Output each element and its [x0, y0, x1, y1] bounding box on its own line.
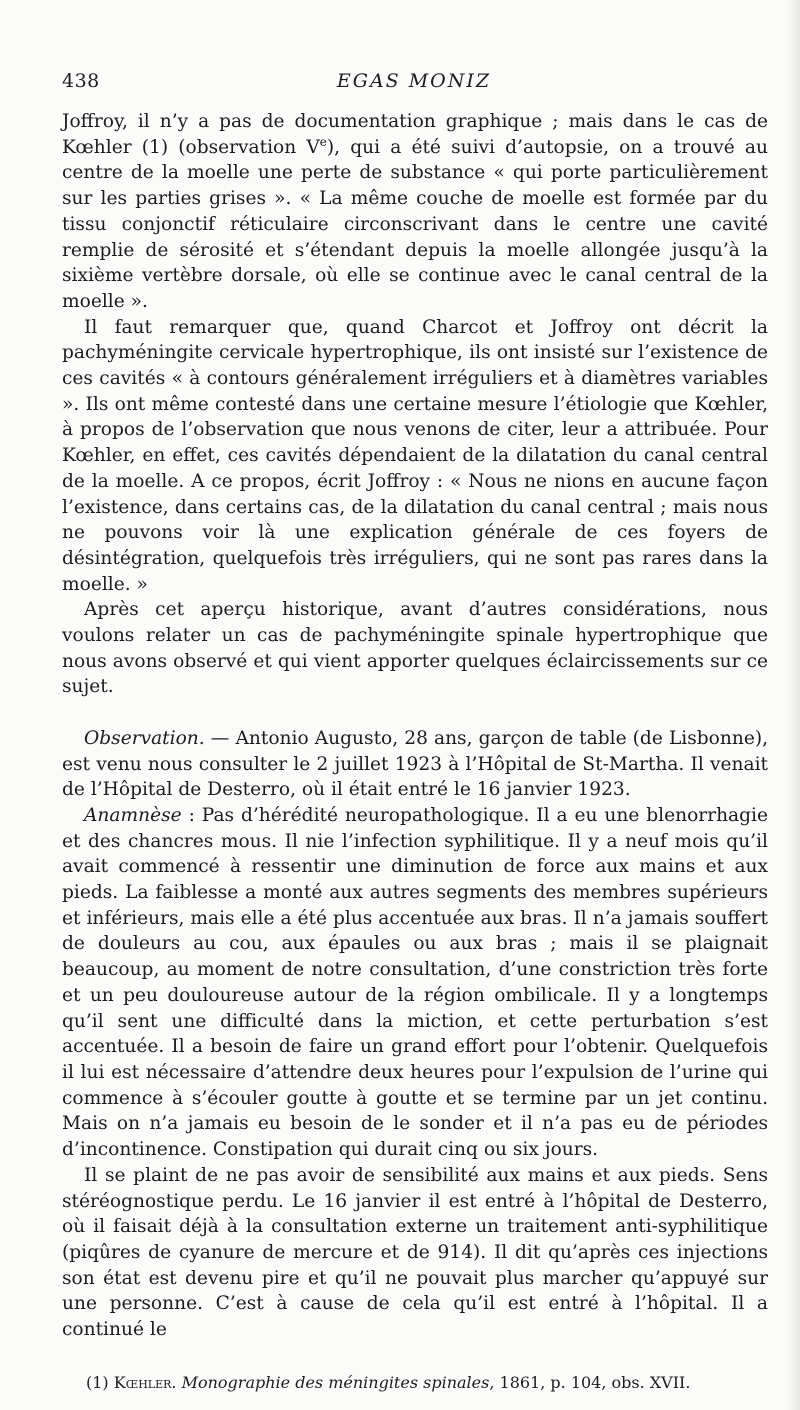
- observation-paragraph: [62, 726, 768, 803]
- anamnesis-heading: Anamnèse: [84, 804, 182, 826]
- page-number: 438: [62, 70, 100, 92]
- footnote-title: Monographie des méningites spinales: [181, 1373, 490, 1392]
- footnote-author: Kœhler: [113, 1373, 172, 1392]
- superscript: e: [319, 134, 327, 149]
- paragraph-text: — Antonio Augusto, 28 ans, garçon de table (de Lisbonne), est venu nous consulter le 2 juillet 1923 à l’Hôpital de St-Martha. Il venait de l’Hôpital de Desterro, où il était entré le 16 janvier 1923.: [62, 727, 768, 801]
- paragraph: Il se plaint de ne pas avoir de sensibilité aux mains et aux pieds. Sens stéréognostique perdu. Le 16 janvier il est entré à l’hôpital de Desterro, où il faisait déjà à la consultation externe un traitement anti-syphilitique (piqûres de cyanure de mercure et de 914). Il dit qu’après ces injections son état est devenu pire et qu’il ne pouvait plus marcher qu’appuyé sur une personne. C’est à cause de cela qu’il est entré à l’hôpital. Il a continué le: [62, 1164, 768, 1341]
- paragraph-text: : Pas d’hérédité neuropathologique. Il a eu une blenorrhagie et des chancres mous. Il nie l’infection syphilitique. Il y a neuf mois qu’il avait commencé à ressentir une diminution de force aux mains et aux pieds. La faiblesse a monté aux autres segments des membres supérieurs et inférieurs, mais elle a été plus accentuée aux bras. Il n’a jamais souffert de douleurs au cou, aux épaules ou aux bras ; mais il se plaignait beaucoup, au moment de notre consultation, d’une constriction très forte et un peu douloureuse autour de la région ombilicale. Il y a longtemps qu’il sent une difficulté dans la miction, et cette perturbation s’est accentuée. Il a besoin de faire un grand effort pour l’obtenir. Quelquefois il lui est nécessaire d’attendre deux heures pour l’expulsion de l’urine qui commence à s’écouler goutte à goutte et se termine par un jet continu. Mais on n’a jamais eu besoin de le sonder et il n’a pas eu de périodes d’incontinence. Constipation qui durait cinq ou six jours.: [62, 804, 768, 1161]
- page-edge-shadow: [786, 0, 800, 1410]
- body-text: [62, 109, 768, 1343]
- running-head-title: EGAS MONIZ: [336, 70, 492, 92]
- observation-heading: Observation.: [84, 727, 205, 749]
- footnote-citation: , 1861, p. 104, obs. XVII.: [489, 1373, 691, 1392]
- running-header: [62, 70, 766, 96]
- footnote-mark: (1): [86, 1373, 114, 1392]
- footnote: [86, 1373, 768, 1393]
- paragraph-text: ), qui a été suivi d’autopsie, on a trouvé au centre de la moelle une perte de substance « qui porte particulièrement sur les parties grises ». « La même couche de moelle est formée par du tissu conjonctif réticulaire circonscrivant dans le centre une cavité remplie de sérosité et s’étendant depuis la moelle allongée jusqu’à la sixième vertèbre dorsale, où elle se continue avec le canal central de la moelle ».: [62, 136, 768, 312]
- footnote-separator: .: [171, 1373, 182, 1392]
- anamnesis-paragraph: [62, 803, 768, 1163]
- paragraph: Il faut remarquer que, quand Charcot et Joffroy ont décrit la pachyméningite cervicale hypertrophique, ils ont insisté sur l’existence de ces cavités « à contours généralement irréguliers et à diamètres variables ». Ils ont même contesté dans une certaine mesure l’étiologie que Kœhler, à propos de l’observation que nous venons de citer, leur a attribuée. Pour Kœhler, en effet, ces cavités dépendaient de la dilatation du canal central de la moelle. A ce propos, écrit Joffroy : « Nous ne nions en aucune façon l’existence, dans certains cas, de la dilatation du canal central ; mais nous ne pouvons voir là une explication générale de ces foyers de désintégration, quelquefois très irréguliers, qui ne sont pas rares dans la moelle. »: [62, 316, 768, 595]
- paragraph-text: Joffroy, il n’y a pas de documentation graphique ; mais dans le cas de Kœhler (1) (observation V: [62, 111, 768, 158]
- paragraph-continuation: [62, 109, 768, 315]
- section-gap: [62, 700, 768, 726]
- paragraph: Après cet aperçu historique, avant d’autres considérations, nous voulons relater un cas de pachyméningite spinale hypertrophique que nous avons observé et qui vient apporter quelques éclaircissements sur ce sujet.: [62, 599, 768, 698]
